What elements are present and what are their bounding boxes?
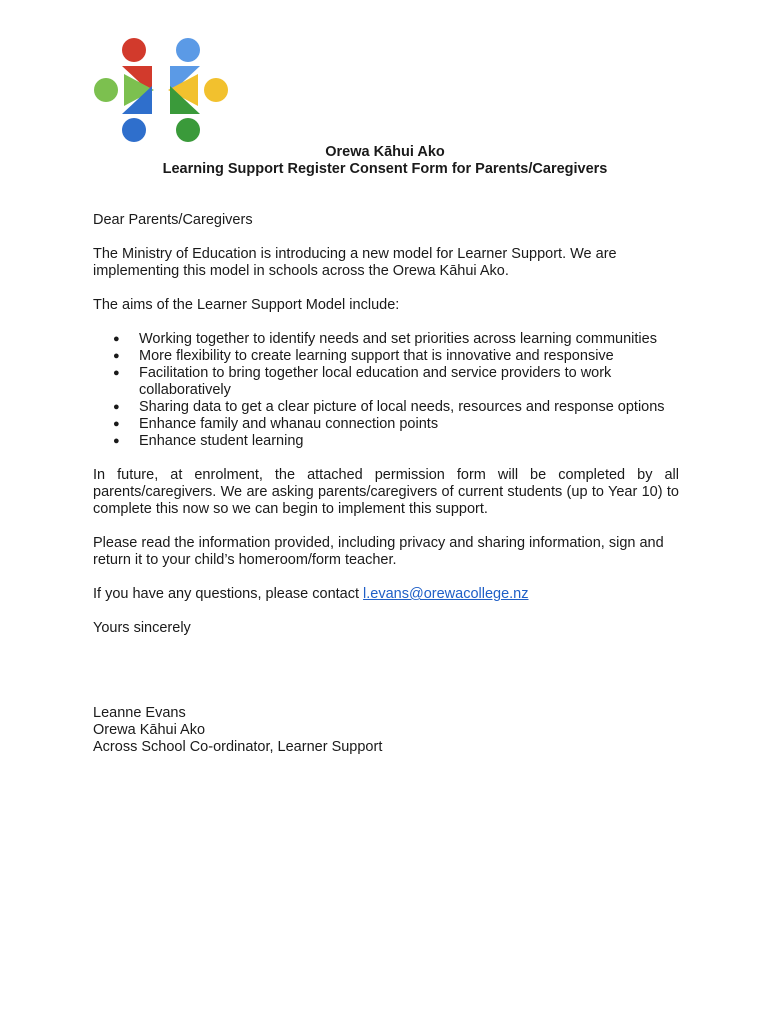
list-item: ● Working together to identify needs and set priorities across learning communities bbox=[113, 331, 657, 347]
logo-lightblue-head bbox=[176, 38, 200, 62]
signature-block bbox=[93, 705, 679, 756]
aims-list bbox=[93, 331, 679, 450]
logo-yellow-head bbox=[204, 78, 228, 102]
intro-paragraph: The Ministry of Education is introducing a new model for Learner Support. We are implementing this model in schools across the Orewa Kāhui Ako. bbox=[93, 246, 617, 279]
logo-red-head bbox=[122, 38, 146, 62]
contact-email-link[interactable]: l.evans@orewacollege.nz bbox=[363, 586, 529, 602]
signatory-org: Orewa Kāhui Ako bbox=[93, 722, 206, 738]
letter-body bbox=[93, 212, 679, 756]
signatory-role: Across School Co-ordinator, Learner Support bbox=[93, 739, 383, 755]
list-item: ● Enhance family and whanau connection points bbox=[113, 416, 439, 432]
bullet-icon: ● bbox=[113, 367, 120, 379]
bullet-icon: ● bbox=[113, 350, 120, 362]
logo-darkblue-head bbox=[122, 118, 146, 142]
form-title: Learning Support Register Consent Form for Parents/Caregivers bbox=[162, 161, 608, 177]
org-name: Orewa Kāhui Ako bbox=[325, 144, 445, 160]
bullet-icon: ● bbox=[113, 418, 120, 430]
signature-space bbox=[93, 654, 679, 705]
list-item: ● Enhance student learning bbox=[113, 433, 304, 449]
contact-paragraph bbox=[93, 586, 679, 603]
five-figures-circle-logo-icon bbox=[92, 36, 230, 144]
logo-green-head bbox=[176, 118, 200, 142]
contact-prefix: If you have any questions, please contact bbox=[93, 586, 364, 602]
signatory-name: Leanne Evans bbox=[93, 705, 186, 721]
bullet-icon: ● bbox=[113, 435, 120, 447]
list-item: ● Facilitation to bring together local education and service providers to work collaboratively bbox=[113, 365, 612, 398]
future-paragraph: In future, at enrolment, the attached permission form will be completed by all parents/caregivers. We are asking parents/caregivers of current students (up to Year 10) to complete this now so we can begin to implement this support. bbox=[93, 467, 679, 517]
aims-intro: The aims of the Learner Support Model include: bbox=[93, 297, 400, 313]
logo-lightgreen-head bbox=[94, 78, 118, 102]
document-title bbox=[0, 144, 770, 178]
list-item: ● Sharing data to get a clear picture of local needs, resources and response options bbox=[113, 399, 665, 415]
bullet-icon: ● bbox=[113, 401, 120, 413]
salutation: Dear Parents/Caregivers bbox=[93, 212, 253, 228]
list-item: ● More flexibility to create learning support that is innovative and responsive bbox=[113, 348, 614, 364]
bullet-icon: ● bbox=[113, 333, 120, 345]
instructions-paragraph: Please read the information provided, including privacy and sharing information, sign and return it to your child’s homeroom/form teacher. bbox=[93, 535, 664, 568]
closing: Yours sincerely bbox=[93, 620, 191, 636]
